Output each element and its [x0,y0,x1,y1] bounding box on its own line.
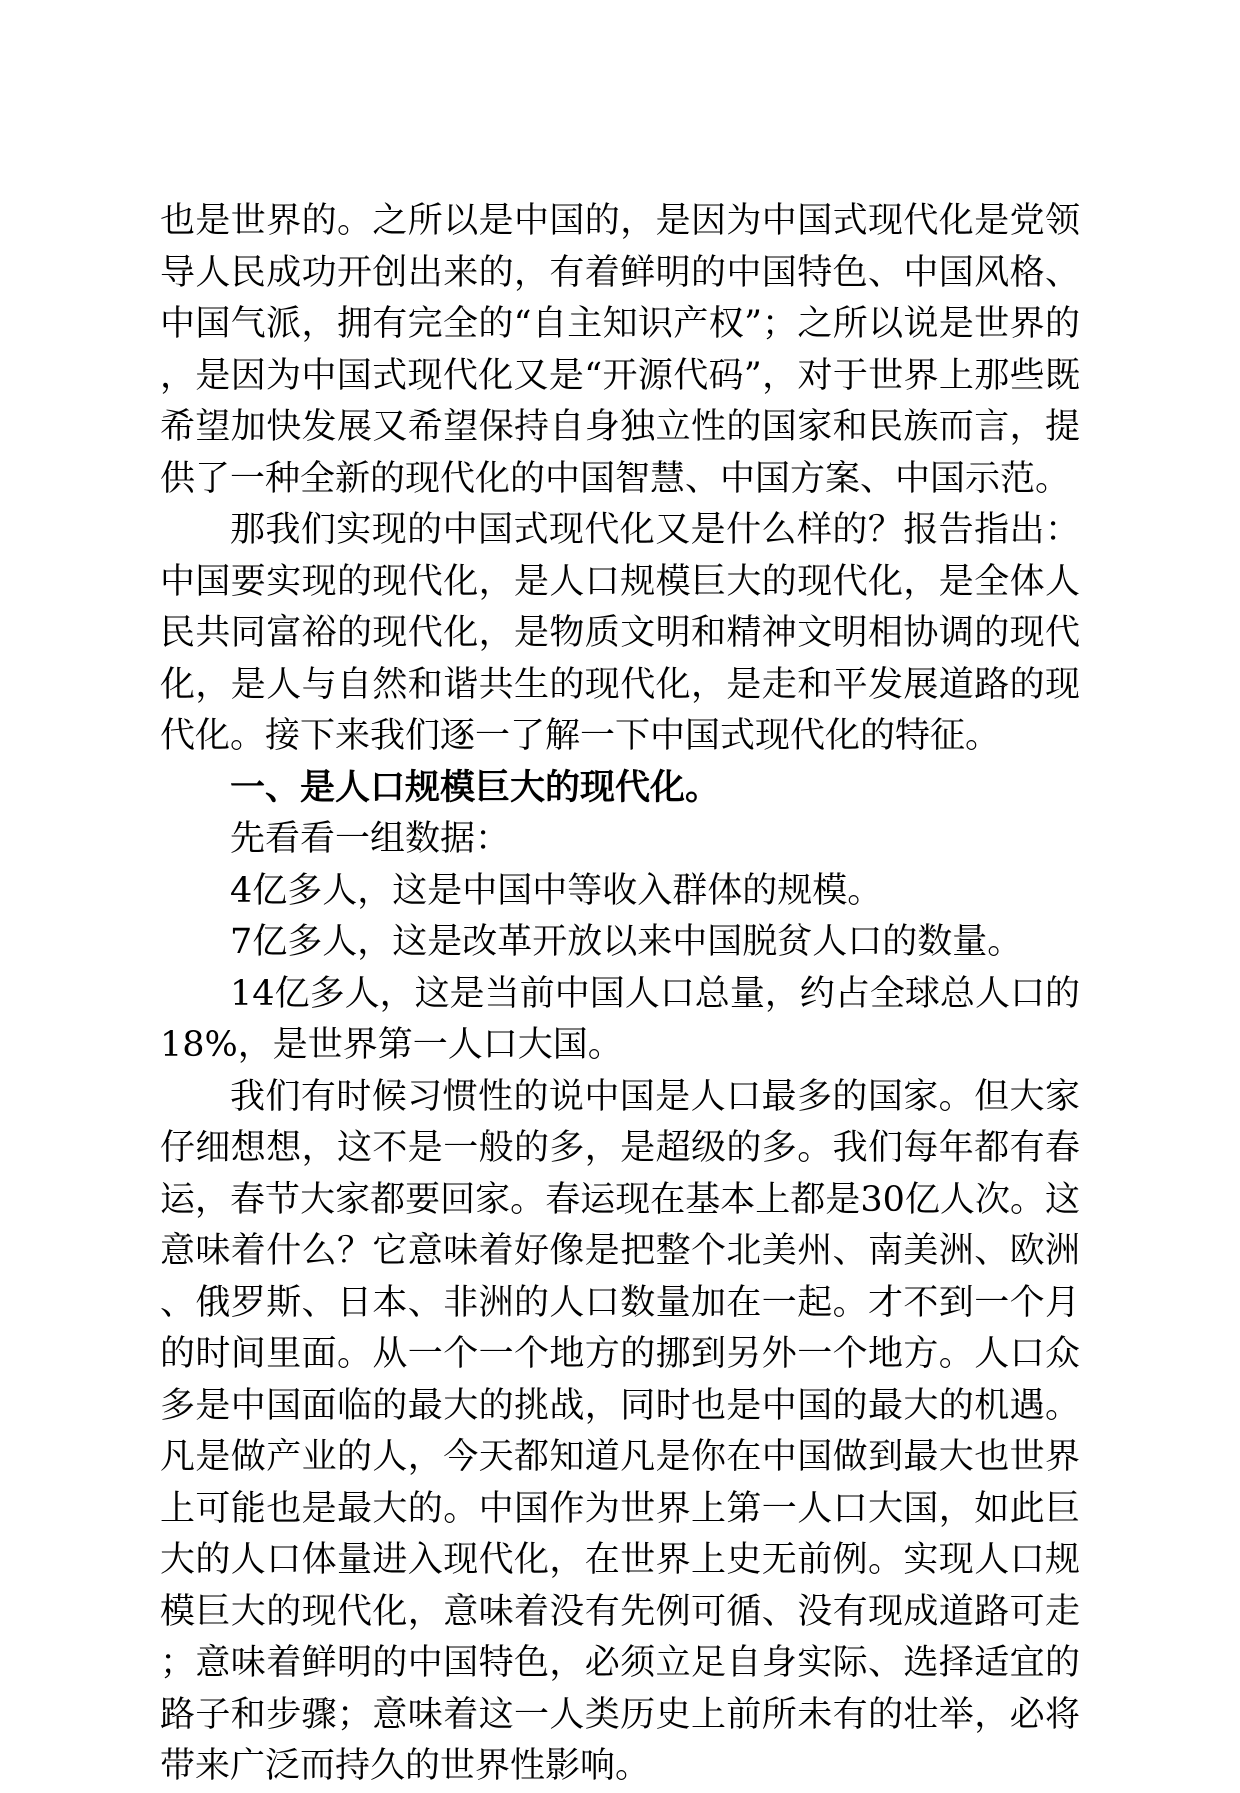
document-page [160,196,1080,1786]
section-heading: 一、是人口规模巨大的现代化。 [230,767,721,808]
paragraph-data-intro: 先看看一组数据： [230,819,511,859]
paragraph-population-discussion: 我们有时候习惯性的说中国是人口最多的国家。但大家仔细想想，这不是一般的多，是超级的多。我们每年都有春运，春节大家都要回家。春运现在基本上都是30亿人次。这意味着什么？它意味着好像是把整个北美州、南美洲、欧洲、俄罗斯、日本、非洲的人口数量加在一起。才不到一个月的时间里面。从一个一个地方的挪到另外一个地方。人口众多是中国面临的最大的挑战，同时也是中国的最大的机遇。凡是做产业的人，今天都知道凡是你在中国做到最大也世界上可能也是最大的。中国作为世界上第一人口大国，如此巨大的人口体量进入现代化，在世界上史无前例。实现人口规模巨大的现代化，意味着没有先例可循、没有现成道路可走；意味着鲜明的中国特色，必须立足自身实际、选择适宜的路子和步骤；意味着这一人类历史上前所未有的壮举，必将带来广泛而持久的世界性影响。 [160,1076,1080,1786]
paragraph-total-population: 14亿多人，这是当前中国人口总量，约占全球总人口的18%，是世界第一人口大国。 [160,973,1080,1065]
paragraph-continuation: 也是世界的。之所以是中国的，是因为中国式现代化是党领导人民成功开创出来的，有着鲜明的中国特色、中国风格、中国气派，拥有完全的“自主知识产权”；之所以说是世界的，是因为中国式现代化又是“开源代码”，对于世界上那些既希望加快发展又希望保持自身独立性的国家和民族而言，提供了一种全新的现代化的中国智慧、中国方案、中国示范。 [160,201,1080,499]
paragraph-modernization-features: 那我们实现的中国式现代化又是什么样的？报告指出：中国要实现的现代化，是人口规模巨大的现代化，是全体人民共同富裕的现代化，是物质文明和精神文明相协调的现代化，是人与自然和谐共生的现代化，是走和平发展道路的现代化。接下来我们逐一了解一下中国式现代化的特征。 [160,510,1080,756]
paragraph-poverty-alleviation: 7亿多人，这是改革开放以来中国脱贫人口的数量。 [230,922,1023,962]
paragraph-middle-income: 4亿多人，这是中国中等收入群体的规模。 [230,870,883,911]
